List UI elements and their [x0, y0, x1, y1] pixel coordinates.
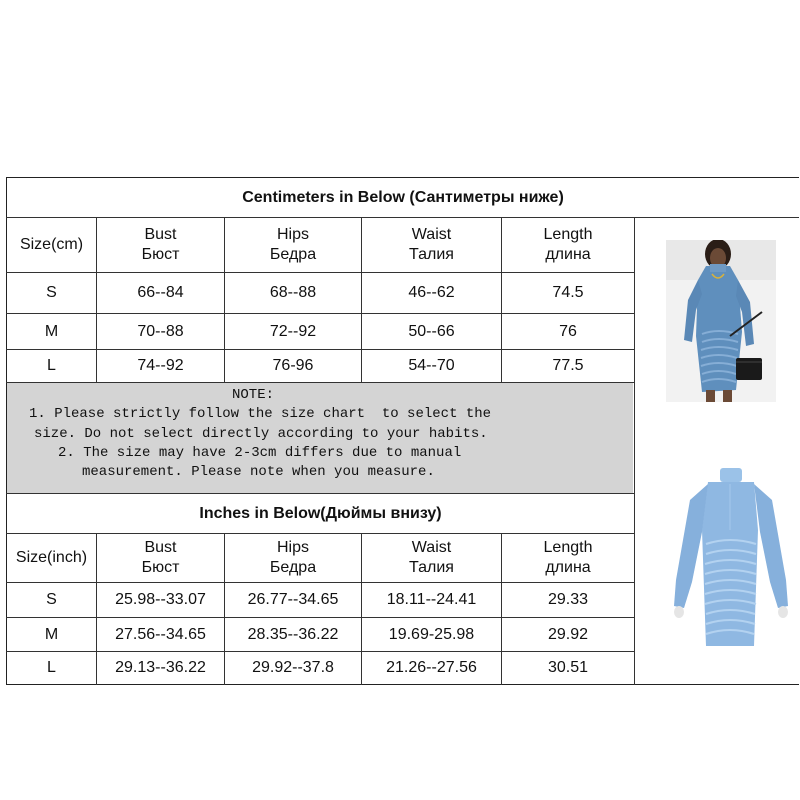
- inch-header-size: Size(inch): [15, 549, 88, 566]
- cm-header-hips: Hips Бедра: [269, 226, 317, 263]
- cm-table-title: Centimeters in Below (Сантиметры ниже): [242, 188, 564, 206]
- note-line-1: 1. Please strictly follow the size chart to select the: [29, 406, 492, 422]
- inch-table-title: Inches in Below(Дюймы внизу): [199, 504, 442, 522]
- cm-row-s-size: S: [46, 284, 57, 301]
- inch-row-s-bust: 25.98--33.07: [115, 591, 206, 608]
- dress-model-illustration: [666, 240, 776, 402]
- inch-row-s-waist: 18.11--24.41: [386, 591, 477, 608]
- inch-header-waist: Waist Талия: [409, 539, 454, 576]
- inch-row-s-hips: 26.77--34.65: [247, 591, 339, 608]
- cm-row-l-size: L: [47, 357, 56, 374]
- inch-row-m-length: 29.92: [547, 625, 589, 643]
- inch-row-s-size: S: [46, 591, 57, 608]
- inch-header-hips: Hips Бедра: [269, 539, 317, 576]
- cm-row-m-waist: 50--66: [408, 322, 455, 340]
- inch-row-l-length: 30.51: [547, 659, 589, 676]
- inch-row-m-size: M: [44, 625, 59, 643]
- cm-row-s-length: 74.5: [552, 284, 584, 301]
- cm-row-m-hips: 72--92: [269, 322, 317, 340]
- cm-row-s-bust: 66--84: [137, 284, 184, 301]
- cm-header-length: Length длина: [543, 226, 593, 263]
- cm-row-l-bust: 74--92: [137, 357, 184, 374]
- inch-header-bust: Bust Бюст: [141, 539, 180, 576]
- note-heading: NOTE:: [232, 387, 275, 403]
- cm-row-m-size: M: [44, 322, 59, 340]
- cm-header-bust: Bust Бюст: [141, 226, 180, 263]
- product-photo-model: [666, 240, 776, 402]
- note-line-3: 2. The size may have 2-3cm differs due to manual: [58, 445, 462, 461]
- cm-row-l-hips: 76-96: [272, 357, 314, 374]
- cm-row-m-bust: 70--88: [137, 322, 184, 340]
- inch-row-l-bust: 29.13--36.22: [115, 659, 206, 676]
- inch-row-l-size: L: [47, 659, 56, 676]
- inch-row-m-hips: 28.35--36.22: [247, 625, 339, 643]
- inch-row-l-waist: 21.26--27.56: [386, 659, 477, 676]
- inch-header-length: Length длина: [543, 539, 593, 576]
- inch-row-l-hips: 29.92--37.8: [252, 659, 334, 676]
- cm-row-l-waist: 54--70: [408, 357, 455, 374]
- note-line-4: measurement. Please note when you measure.: [82, 464, 435, 480]
- note-line-2: size. Do not select directly according to your habits.: [34, 426, 488, 442]
- dress-product-illustration: [668, 460, 792, 649]
- cm-row-m-length: 76: [559, 322, 577, 340]
- cm-row-s-hips: 68--88: [269, 284, 317, 301]
- cm-header-waist: Waist Талия: [409, 226, 454, 263]
- inch-row-s-length: 29.33: [547, 591, 589, 608]
- cm-header-size: Size(cm): [19, 236, 84, 253]
- cm-row-s-waist: 46--62: [408, 284, 455, 301]
- inch-row-m-bust: 27.56--34.65: [115, 625, 206, 643]
- size-note: [7, 383, 633, 493]
- inch-row-m-waist: 19.69-25.98: [388, 625, 475, 643]
- cm-row-l-length: 77.5: [552, 357, 584, 374]
- product-photo-dress: [668, 460, 792, 649]
